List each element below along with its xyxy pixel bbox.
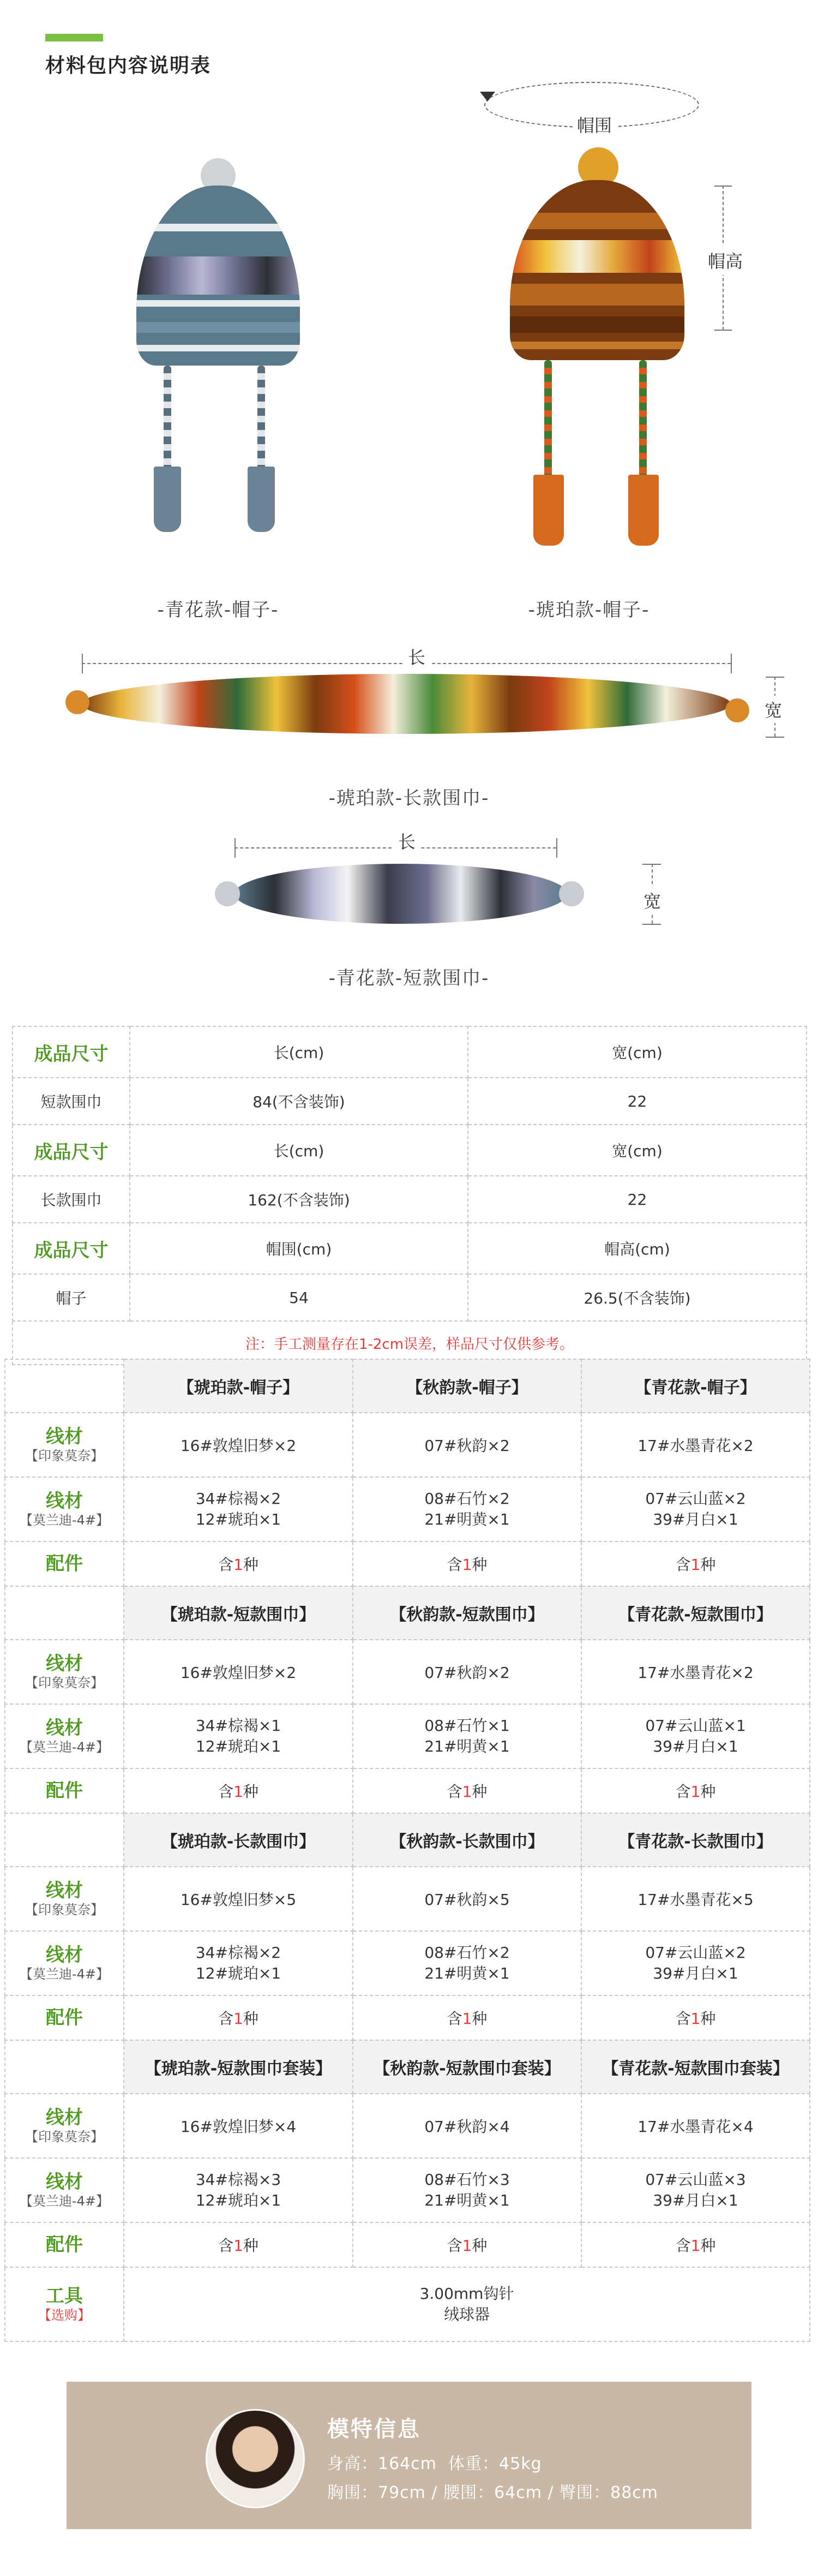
short-scarf-pom-right (559, 881, 584, 906)
yarn-label: 线材 (46, 1426, 83, 1448)
acc-pre: 含 (675, 1783, 691, 1801)
yarn-value: 17#水墨青花×4 (581, 2094, 810, 2158)
size-table (12, 1026, 807, 1365)
yarn-value: 08#石竹×2 (424, 1944, 510, 1962)
acc-value (353, 1541, 581, 1586)
yarn-value: 39#月白×1 (653, 2191, 738, 2209)
product-head: 【青花款-长款围巾】 (581, 1813, 810, 1867)
yarn-value: 07#云山蓝×3 (645, 2171, 746, 2189)
tool-value-cell (124, 2267, 810, 2341)
yarn-value: 12#琥珀×1 (195, 1964, 281, 1982)
hat-height-label: 帽高 (708, 246, 743, 275)
yarn-value: 07#秋韵×4 (353, 2094, 581, 2158)
yarn-label: 线材 (46, 2171, 83, 2193)
header-accent-bar (45, 34, 103, 41)
acc-post: 种 (700, 1783, 716, 1801)
size-row-label: 短款围巾 (13, 1078, 130, 1125)
acc-label-cell (5, 1995, 124, 2040)
acc-pre: 含 (447, 2237, 462, 2255)
size-head: 成品尺寸 (13, 1026, 130, 1078)
acc-post: 种 (472, 1783, 488, 1801)
acc-value (581, 1995, 810, 2040)
product-head: 【青花款-帽子】 (581, 1359, 810, 1413)
acc-num: 1 (462, 2237, 472, 2255)
size-h1: 帽围(cm) (130, 1223, 468, 1274)
acc-label: 配件 (46, 2234, 83, 2256)
size-note: 注：手工测量存在1-2cm误差，样品尺寸仅供参考。 (13, 1321, 807, 1365)
tool-line-2: 绒球器 (443, 2305, 490, 2323)
acc-post: 种 (700, 1556, 716, 1574)
acc-post: 种 (243, 2237, 258, 2255)
model-avatar (206, 2409, 305, 2508)
hat-blue-image (125, 158, 305, 551)
yarn-value-pair (124, 2158, 353, 2222)
size-h1: 长(cm) (130, 1026, 468, 1078)
acc-post: 种 (472, 1556, 488, 1574)
caption-scarf-short: -青花款-短款围巾- (328, 967, 490, 989)
acc-num: 1 (690, 1556, 701, 1574)
product-head: 【琥珀款-短款围巾】 (124, 1586, 353, 1640)
size-head: 成品尺寸 (13, 1223, 130, 1274)
yarn-label-cell (5, 1931, 124, 1995)
acc-post: 种 (243, 2010, 258, 2028)
yarn-sub: 【印象莫奈】 (25, 2129, 104, 2144)
yarn-label-cell (5, 2158, 124, 2222)
hat-amber-image (502, 147, 687, 557)
empty-corner (5, 1586, 124, 1640)
product-head: 【秋韵款-帽子】 (353, 1359, 581, 1413)
acc-value (124, 1541, 353, 1586)
acc-pre: 含 (447, 2010, 462, 2028)
acc-value (124, 1768, 353, 1813)
yarn-value: 12#琥珀×1 (195, 1510, 281, 1528)
tool-label-cell (5, 2267, 124, 2341)
yarn-value: 21#明黄×1 (424, 2191, 510, 2209)
yarn-value: 39#月白×1 (653, 1964, 738, 1982)
acc-num: 1 (690, 1783, 701, 1801)
tool-label: 工具 (46, 2285, 83, 2307)
acc-num: 1 (233, 2237, 243, 2255)
acc-label-cell (5, 1541, 124, 1586)
acc-value (581, 2222, 810, 2267)
yarn-value: 39#月白×1 (653, 1510, 738, 1528)
yarn-value: 17#水墨青花×5 (581, 1867, 810, 1931)
empty-corner (5, 1359, 124, 1413)
yarn-label: 线材 (46, 1490, 83, 1512)
acc-pre: 含 (218, 1783, 234, 1801)
yarn-value: 07#秋韵×2 (353, 1413, 581, 1477)
yarn-value-pair (353, 1931, 581, 1995)
yarn-value-pair (581, 2158, 810, 2222)
yarn-value: 34#棕褐×3 (195, 2171, 281, 2189)
yarn-value: 21#明黄×1 (424, 1510, 510, 1528)
yarn-value: 07#秋韵×5 (353, 1867, 581, 1931)
model-line-2: 胸围：79cm / 腰围：64cm / 臀围：88cm (327, 2483, 659, 2502)
acc-num: 1 (233, 2010, 243, 2028)
yarn-value: 07#云山蓝×1 (645, 1717, 746, 1735)
acc-num: 1 (690, 2237, 701, 2255)
size-head: 成品尺寸 (13, 1125, 130, 1176)
acc-num: 1 (462, 2010, 472, 2028)
acc-pre: 含 (675, 2237, 691, 2255)
size-value: 26.5(不含装饰) (468, 1274, 807, 1321)
hat-circumference-label: 帽围 (573, 112, 616, 137)
yarn-label-cell (5, 2094, 124, 2158)
size-h1: 长(cm) (130, 1125, 468, 1176)
acc-num: 1 (233, 1556, 243, 1574)
size-row-label: 帽子 (13, 1274, 130, 1321)
yarn-value: 21#明黄×1 (424, 1964, 510, 1982)
acc-pre: 含 (447, 1556, 462, 1574)
acc-pre: 含 (675, 2010, 691, 2028)
acc-num: 1 (462, 1556, 472, 1574)
acc-post: 种 (700, 2010, 716, 2028)
hat-circumference-arrow-icon (480, 92, 495, 101)
yarn-label: 线材 (46, 2107, 83, 2129)
yarn-value-pair (353, 1477, 581, 1541)
size-value: 84(不含装饰) (130, 1078, 468, 1125)
long-scarf-length-label: 长 (404, 644, 430, 669)
yarn-sub: 【莫兰迪-4#】 (19, 1513, 110, 1528)
product-head: 【秋韵款-长款围巾】 (353, 1813, 581, 1867)
acc-post: 种 (243, 1556, 258, 1574)
yarn-value: 17#水墨青花×2 (581, 1640, 810, 1704)
acc-post: 种 (700, 2237, 716, 2255)
model-info-box (67, 2382, 751, 2529)
yarn-value: 16#敦煌旧梦×4 (124, 2094, 353, 2158)
short-scarf-length-label: 长 (394, 828, 420, 853)
caption-scarf-long: -琥珀款-长款围巾- (328, 787, 490, 809)
caption-hat-amber: -琥珀款-帽子- (528, 599, 650, 621)
yarn-value: 08#石竹×3 (424, 2171, 510, 2189)
yarn-sub: 【莫兰迪-4#】 (19, 1740, 110, 1755)
yarn-value-pair (124, 1477, 353, 1541)
size-h2: 宽(cm) (468, 1125, 807, 1176)
yarn-label-cell (5, 1704, 124, 1768)
acc-pre: 含 (218, 2237, 234, 2255)
tool-sub: 【选购】 (38, 2308, 91, 2323)
yarn-label: 线材 (46, 1880, 83, 1902)
yarn-sub: 【印象莫奈】 (25, 1448, 104, 1463)
yarn-value: 07#云山蓝×2 (645, 1490, 746, 1508)
acc-value (353, 1768, 581, 1813)
empty-corner (5, 1813, 124, 1867)
acc-pre: 含 (675, 1556, 691, 1574)
yarn-value: 21#明黄×1 (424, 1737, 510, 1755)
acc-num: 1 (462, 1783, 472, 1801)
yarn-label: 线材 (46, 1717, 83, 1739)
acc-value (581, 1541, 810, 1586)
size-value: 22 (468, 1078, 807, 1125)
yarn-label-cell (5, 1413, 124, 1477)
short-scarf-pom-left (215, 881, 240, 906)
yarn-value: 16#敦煌旧梦×2 (124, 1413, 353, 1477)
yarn-value-pair (353, 1704, 581, 1768)
yarn-value-pair (581, 1477, 810, 1541)
yarn-value: 39#月白×1 (653, 1737, 738, 1755)
product-head: 【琥珀款-短款围巾套装】 (124, 2040, 353, 2094)
yarn-value: 07#秋韵×2 (353, 1640, 581, 1704)
model-line-1: 身高：164cm 体重：45kg (327, 2454, 542, 2473)
acc-label: 配件 (46, 2007, 83, 2029)
acc-num: 1 (233, 1783, 243, 1801)
empty-corner (5, 2040, 124, 2094)
model-title: 模特信息 (327, 2417, 421, 2442)
yarn-value: 12#琥珀×1 (195, 2191, 281, 2209)
acc-label-cell (5, 1768, 124, 1813)
yarn-value-pair (581, 1931, 810, 1995)
tool-line-1: 3.00mm钩针 (419, 2285, 514, 2303)
product-head: 【青花款-短款围巾】 (581, 1586, 810, 1640)
yarn-label: 线材 (46, 1944, 83, 1966)
acc-label-cell (5, 2222, 124, 2267)
yarn-value: 17#水墨青花×2 (581, 1413, 810, 1477)
yarn-value: 08#石竹×2 (424, 1490, 510, 1508)
yarn-value: 34#棕褐×1 (195, 1717, 281, 1735)
yarn-value: 12#琥珀×1 (195, 1737, 281, 1755)
acc-value (353, 2222, 581, 2267)
yarn-value-pair (124, 1931, 353, 1995)
yarn-value: 16#敦煌旧梦×2 (124, 1640, 353, 1704)
yarn-value: 34#棕褐×2 (195, 1490, 281, 1508)
long-scarf-pom-left (65, 690, 89, 714)
yarn-label-cell (5, 1640, 124, 1704)
size-h2: 帽高(cm) (468, 1223, 807, 1274)
yarn-sub: 【印象莫奈】 (25, 1675, 104, 1690)
size-value: 162(不含装饰) (130, 1176, 468, 1223)
yarn-value-pair (353, 2158, 581, 2222)
long-scarf-width-label: 宽 (765, 696, 782, 723)
short-scarf-image (234, 864, 567, 924)
acc-post: 种 (243, 1783, 258, 1801)
size-row-label: 长款围巾 (13, 1176, 130, 1223)
yarn-label-cell (5, 1477, 124, 1541)
yarn-label-cell (5, 1867, 124, 1931)
materials-table (4, 1359, 810, 2342)
product-head: 【琥珀款-长款围巾】 (124, 1813, 353, 1867)
yarn-value: 16#敦煌旧梦×5 (124, 1867, 353, 1931)
yarn-sub: 【印象莫奈】 (25, 1902, 104, 1917)
size-value: 22 (468, 1176, 807, 1223)
acc-post: 种 (472, 2237, 488, 2255)
yarn-value-pair (124, 1704, 353, 1768)
acc-label: 配件 (46, 1553, 83, 1575)
long-scarf-pom-right (725, 698, 749, 722)
acc-value (581, 1768, 810, 1813)
product-head: 【琥珀款-帽子】 (124, 1359, 353, 1413)
yarn-sub: 【莫兰迪-4#】 (19, 2194, 110, 2209)
acc-pre: 含 (447, 1783, 462, 1801)
acc-num: 1 (690, 2010, 701, 2028)
size-h2: 宽(cm) (468, 1026, 807, 1078)
caption-hat-blue: -青花款-帽子- (157, 599, 279, 621)
acc-value (124, 2222, 353, 2267)
yarn-value-pair (581, 1704, 810, 1768)
size-value: 54 (130, 1274, 468, 1321)
product-head: 【秋韵款-短款围巾套装】 (353, 2040, 581, 2094)
product-head: 【青花款-短款围巾套装】 (581, 2040, 810, 2094)
acc-label: 配件 (46, 1780, 83, 1802)
acc-pre: 含 (218, 1556, 234, 1574)
yarn-sub: 【莫兰迪-4#】 (19, 1967, 110, 1982)
product-head: 【秋韵款-短款围巾】 (353, 1586, 581, 1640)
yarn-value: 34#棕褐×2 (195, 1944, 281, 1962)
acc-pre: 含 (218, 2010, 234, 2028)
page-title: 材料包内容说明表 (45, 55, 212, 77)
acc-post: 种 (472, 2010, 488, 2028)
yarn-value: 08#石竹×1 (424, 1717, 510, 1735)
yarn-label: 线材 (46, 1653, 83, 1675)
acc-value (124, 1995, 353, 2040)
short-scarf-width-label: 宽 (643, 887, 661, 914)
acc-value (353, 1995, 581, 2040)
yarn-value: 07#云山蓝×2 (645, 1944, 746, 1962)
long-scarf-image (82, 674, 731, 734)
